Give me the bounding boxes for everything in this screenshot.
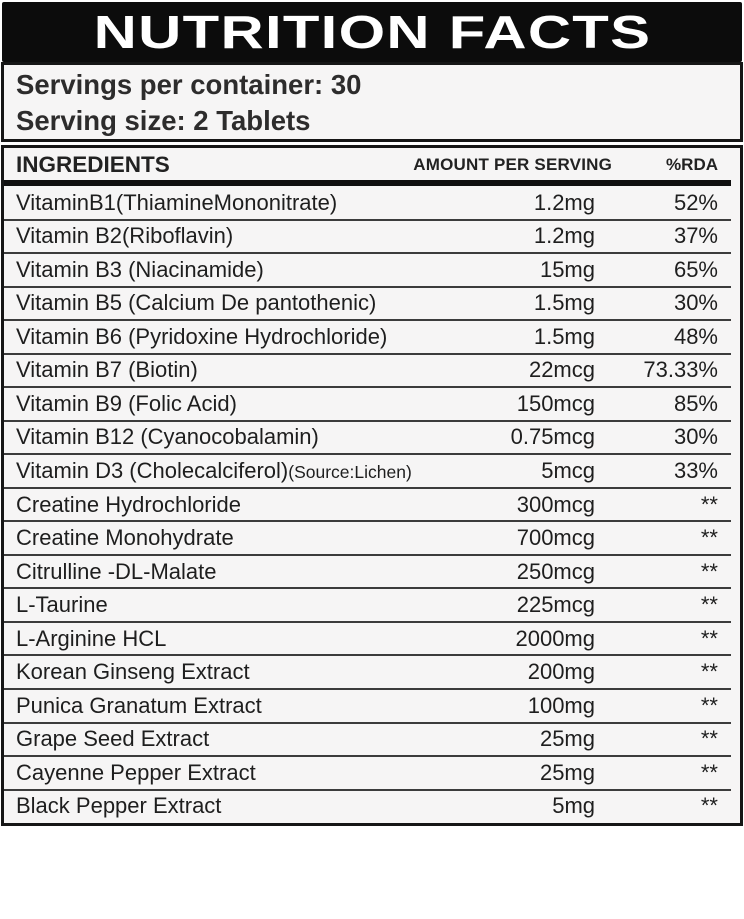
ingredient-amount: 700mcg bbox=[516, 525, 595, 551]
ingredient-amount: 100mg bbox=[527, 692, 595, 718]
ingredient-rda: 30% bbox=[673, 290, 718, 316]
table-row bbox=[4, 521, 740, 555]
table-row bbox=[4, 220, 740, 254]
ingredients-table bbox=[1, 145, 743, 826]
ingredient-rda: ** bbox=[700, 793, 718, 819]
ingredient-amount: 25mg bbox=[539, 759, 595, 785]
ingredient-name: Vitamin B7 (Biotin) bbox=[16, 357, 198, 383]
ingredient-amount: 225mcg bbox=[516, 592, 595, 618]
table-row bbox=[4, 790, 740, 824]
table-row bbox=[4, 488, 740, 522]
servings-per-container: Servings per container: 30 bbox=[16, 69, 362, 100]
ingredient-amount: 1.2mg bbox=[533, 189, 595, 215]
ingredient-amount: 15mg bbox=[539, 256, 595, 282]
ingredient-rda: ** bbox=[700, 491, 718, 517]
ingredient-name: Creatine Monohydrate bbox=[16, 525, 234, 551]
ingredient-amount: 1.5mg bbox=[533, 290, 595, 316]
ingredient-rda: ** bbox=[700, 625, 718, 651]
ingredient-name: Black Pepper Extract bbox=[16, 793, 222, 819]
ingredient-amount: 0.75mcg bbox=[510, 424, 595, 450]
ingredient-rda: 30% bbox=[673, 424, 718, 450]
title-bar bbox=[2, 2, 742, 62]
column-header-rda: %RDA bbox=[666, 155, 718, 174]
ingredient-name: L-Taurine bbox=[16, 592, 108, 618]
ingredient-rda: 33% bbox=[673, 458, 718, 484]
ingredient-rda: 48% bbox=[673, 323, 718, 349]
table-header-row bbox=[4, 148, 740, 180]
table-row bbox=[4, 320, 740, 354]
table-row bbox=[4, 655, 740, 689]
ingredient-rda: 52% bbox=[673, 189, 718, 215]
ingredient-rda: 65% bbox=[673, 256, 718, 282]
table-row bbox=[4, 354, 740, 388]
column-header-ingredients: INGREDIENTS bbox=[16, 152, 170, 177]
ingredient-name: Cayenne Pepper Extract bbox=[16, 759, 256, 785]
ingredient-amount: 2000mg bbox=[515, 625, 595, 651]
ingredient-name: Punica Granatum Extract bbox=[16, 692, 262, 718]
table-row bbox=[4, 253, 740, 287]
ingredient-name: Creatine Hydrochloride bbox=[16, 491, 241, 517]
table-row bbox=[4, 555, 740, 589]
ingredient-name: L-Arginine HCL bbox=[16, 625, 167, 651]
ingredient-rda: 73.33% bbox=[643, 357, 718, 383]
ingredient-name: Vitamin D3 (Cholecalciferol)(Source:Lichen) bbox=[16, 458, 412, 484]
ingredient-name: Vitamin B3 (Niacinamide) bbox=[16, 256, 264, 282]
ingredient-rda: ** bbox=[700, 592, 718, 618]
column-header-amount-per-serving: AMOUNT PER SERVING bbox=[413, 155, 613, 174]
ingredient-amount: 5mcg bbox=[541, 458, 595, 484]
ingredient-rda: ** bbox=[700, 759, 718, 785]
table-row bbox=[4, 723, 740, 757]
serving-info-panel bbox=[1, 62, 743, 142]
ingredient-amount: 1.2mg bbox=[533, 223, 595, 249]
table-row bbox=[4, 454, 740, 488]
ingredient-amount: 1.5mg bbox=[533, 323, 595, 349]
ingredient-amount: 22mcg bbox=[528, 357, 595, 383]
ingredient-amount: 300mcg bbox=[516, 491, 595, 517]
ingredient-rda: 37% bbox=[673, 223, 718, 249]
table-row bbox=[4, 186, 740, 220]
ingredient-name: Grape Seed Extract bbox=[16, 726, 210, 752]
ingredient-name: Vitamin B6 (Pyridoxine Hydrochloride) bbox=[16, 323, 388, 349]
ingredient-rda: 85% bbox=[673, 390, 718, 416]
table-rows bbox=[4, 186, 740, 823]
ingredient-rda: ** bbox=[700, 525, 718, 551]
ingredient-name: Vitamin B9 (Folic Acid) bbox=[16, 390, 237, 416]
ingredient-rda: ** bbox=[700, 558, 718, 584]
ingredient-amount: 5mg bbox=[552, 793, 595, 819]
table-row bbox=[4, 421, 740, 455]
ingredient-rda: ** bbox=[700, 659, 718, 685]
table-row bbox=[4, 756, 740, 790]
ingredient-note: (Source:Lichen) bbox=[288, 462, 412, 483]
serving-size: Serving size: 2 Tablets bbox=[16, 105, 311, 136]
table-row bbox=[4, 387, 740, 421]
ingredient-amount: 25mg bbox=[539, 726, 595, 752]
ingredient-name: Korean Ginseng Extract bbox=[16, 659, 250, 685]
ingredient-amount: 250mcg bbox=[516, 558, 595, 584]
table-row bbox=[4, 287, 740, 321]
ingredient-name: Vitamin B12 (Cyanocobalamin) bbox=[16, 424, 319, 450]
ingredient-amount: 200mg bbox=[527, 659, 595, 685]
ingredient-amount: 150mcg bbox=[516, 390, 595, 416]
ingredient-name: Vitamin B2(Riboflavin) bbox=[16, 223, 234, 249]
table-row bbox=[4, 689, 740, 723]
ingredient-rda: ** bbox=[700, 726, 718, 752]
ingredient-name: Citrulline -DL-Malate bbox=[16, 558, 217, 584]
ingredient-rda: ** bbox=[700, 692, 718, 718]
page-title: NUTRITION FACTS bbox=[93, 6, 651, 58]
ingredient-name: VitaminB1(ThiamineMononitrate) bbox=[16, 189, 338, 215]
table-row bbox=[4, 588, 740, 622]
ingredient-name: Vitamin B5 (Calcium De pantothenic) bbox=[16, 290, 377, 316]
table-row bbox=[4, 622, 740, 656]
